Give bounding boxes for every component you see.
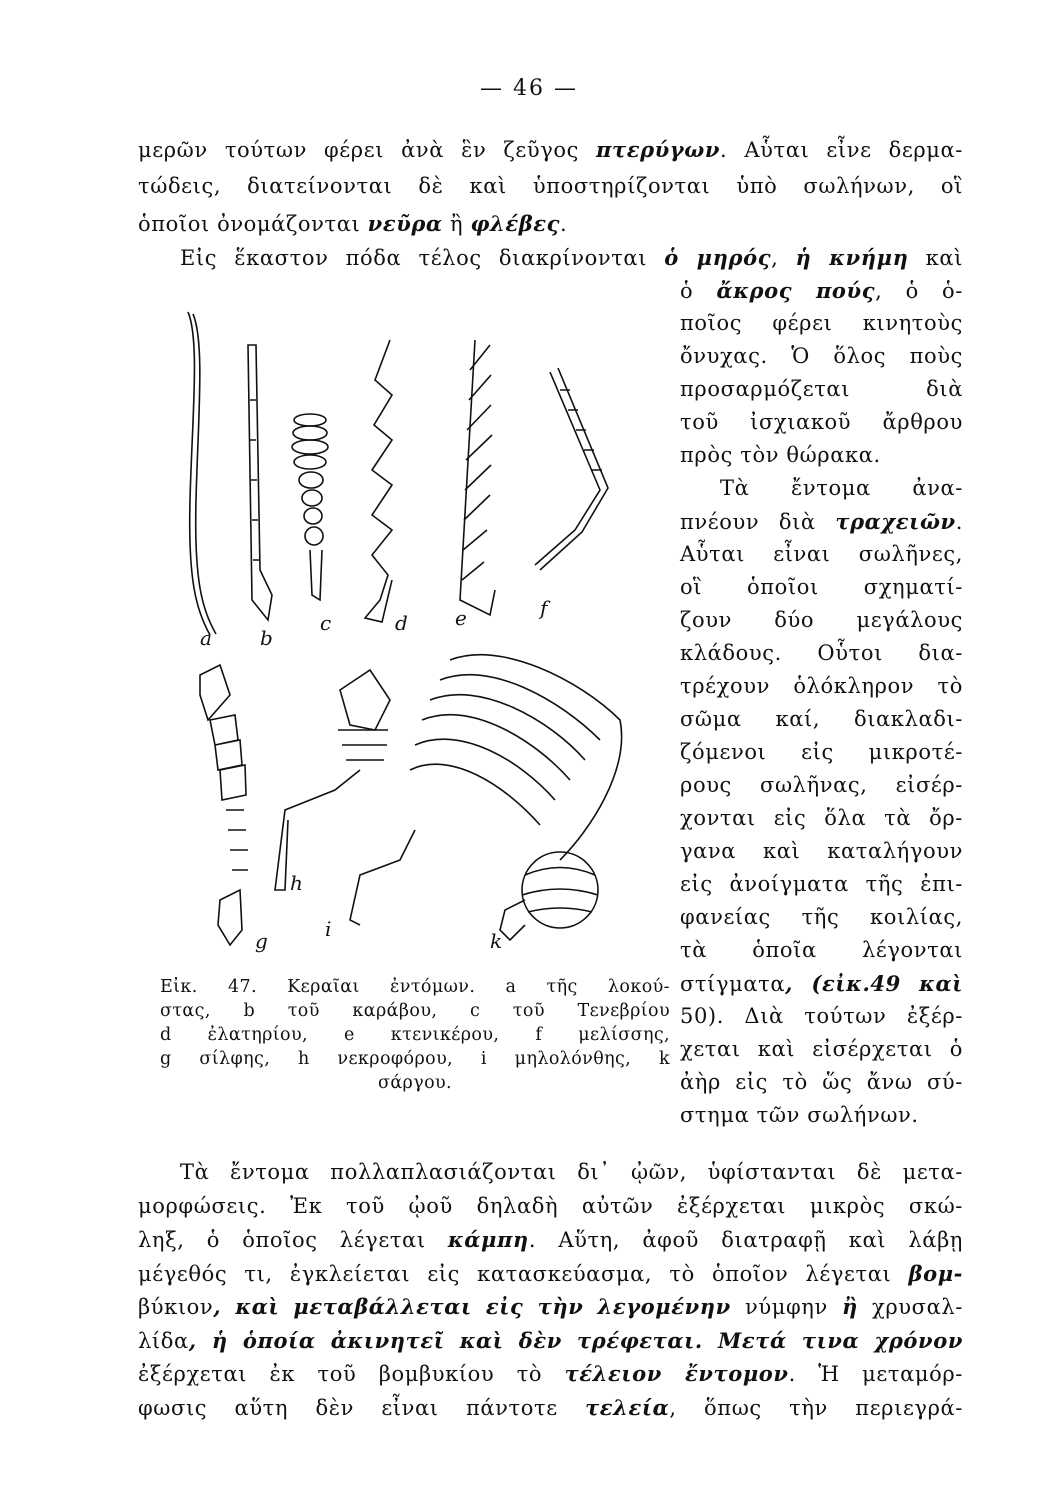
text-run: τώδεις, διατείνονται δὲ καὶ ὑποστηρίζονται ὑπὸ σωλήνων, οἳ: [138, 174, 963, 198]
text-run: . Αὕτη, ἀφοῦ διατραφῇ καὶ λάβῃ: [528, 1228, 963, 1252]
figure-label-k: k: [490, 929, 503, 953]
text-run: ὄνυχας. Ὁ ὅλος ποὺς: [680, 344, 963, 368]
text-line: [680, 806, 963, 830]
text-line: [680, 509, 963, 534]
text-line: [138, 137, 963, 162]
antenna-i-drawing: [350, 655, 622, 925]
figure-label-d: d: [395, 611, 408, 635]
text-line: [680, 938, 963, 962]
caption-line: Εἰκ. 47. Κεραῖαι ἐντόμων. a τῆς λοκού-: [160, 977, 670, 997]
text-line: [680, 674, 963, 698]
text-line: [138, 1261, 963, 1286]
text-line: [138, 1294, 963, 1319]
emphasis-term: ἢ: [827, 1294, 873, 1319]
text-line: [680, 1037, 963, 1061]
text-run: Αὗται εἶναι σωλῆνες,: [680, 542, 963, 566]
antennae-figure: [160, 300, 660, 965]
text-run: ζόμενοι εἰς μικροτέ-: [680, 740, 963, 764]
text-run: ζουν δύο μεγάλους: [680, 608, 963, 632]
text-run: προσαρμόζεται διὰ: [680, 377, 963, 401]
text-run: πνέουν διὰ: [680, 510, 836, 534]
caption-line: σάργου.: [377, 1073, 453, 1093]
text-line: [138, 211, 963, 236]
text-line: [680, 1004, 963, 1028]
text-run: σῶμα καί, διακλαδι-: [680, 707, 963, 731]
antenna-b-drawing: [248, 345, 272, 620]
emphasis-term: τελεία: [585, 1394, 670, 1420]
text-run: ρους σωλῆνας, εἰσέρ-: [680, 773, 963, 797]
text-line: [138, 1328, 963, 1353]
text-run: μέγεθός τι, ἐγκλείεται εἰς κατασκεύασμα, τὸ ὁποῖον λέγεται: [138, 1261, 909, 1286]
text-run: ληξ, ὁ ὁποῖος λέγεται: [138, 1228, 448, 1252]
text-line: [680, 773, 963, 797]
text-run: χεται καὶ εἰσέρχεται ὁ: [680, 1037, 963, 1061]
text-line: [680, 344, 963, 368]
text-line: [680, 707, 963, 731]
text-run: .: [560, 212, 568, 236]
text-run: βύκιον: [138, 1295, 214, 1319]
text-line: [680, 377, 963, 401]
text-run: . Ἡ μεταμόρ-: [788, 1362, 963, 1386]
antenna-h-drawing: [275, 670, 390, 890]
antenna-f-drawing: [535, 368, 608, 570]
page-number: — 46 —: [480, 76, 578, 101]
text-run: Εἰς ἕκαστον πόδα τέλος διακρίνονται: [180, 246, 665, 270]
text-line: [138, 1227, 963, 1252]
text-run: χρυσαλ-: [872, 1295, 963, 1319]
text-run: ποῖος φέρει κινητοὺς: [680, 311, 963, 335]
figure-label-c: c: [320, 611, 332, 635]
text-run: τρέχουν ὁλόκληρον τὸ: [680, 674, 963, 698]
text-run: μορφώσεις. Ἐκ τοῦ ᾠοῦ δηλαδὴ αὐτῶν ἐξέρχεται μικρὸς σκώ-: [138, 1193, 963, 1218]
text-run: .: [955, 510, 963, 534]
emphasis-term: τέλειον ἔντομον: [564, 1361, 789, 1386]
figure-label-e: e: [455, 606, 467, 630]
emphasis-term: νεῦρα: [367, 211, 443, 236]
text-run: κλάδους. Οὗτοι δια-: [680, 641, 963, 665]
text-run: ὁποῖοι ὀνομάζονται: [138, 212, 368, 236]
text-run: , ὅπως τὴν περιεγρά-: [669, 1395, 964, 1420]
text-run: , ὁ ὁ-: [875, 279, 963, 303]
text-run: νύμφην: [745, 1295, 828, 1319]
emphasis-term: πτερύγων: [596, 137, 721, 162]
emphasis-term: βομ-: [908, 1260, 963, 1286]
text-run: μερῶν τούτων φέρει ἀνὰ ἓν ζεῦγος: [138, 138, 596, 162]
figure-label-i: i: [325, 917, 332, 941]
figure-label-g: g: [255, 929, 268, 953]
text-line: [680, 443, 963, 467]
text-run: Τὰ ἔντομα πολλαπλασιάζονται δι᾽ ᾠῶν, ὑφίστανται δὲ μετα-: [180, 1160, 963, 1184]
text-line: [680, 872, 963, 896]
caption-line: d ἐλατηρίου, e κτενικέρου, f μελίσσης,: [160, 1025, 670, 1045]
antenna-g-drawing: [200, 665, 248, 945]
caption-line: στας, b τοῦ καράβου, c τοῦ Τενεβρίου: [160, 1001, 670, 1021]
emphasis-term: ἡ κνήμη: [795, 245, 909, 270]
figure-label-a: a: [200, 626, 212, 650]
text-line: [680, 1103, 963, 1127]
text-run: ἢ: [442, 212, 471, 236]
text-run: ὁ: [680, 279, 717, 303]
text-run: ,: [771, 246, 796, 270]
text-line: [680, 905, 963, 929]
text-run: ἐξέρχεται ἐκ τοῦ βομβυκίου τὸ: [138, 1362, 565, 1386]
text-run: γανα καὶ καταλήγουν: [680, 839, 963, 863]
text-run: χονται εἰς ὅλα τὰ ὄρ-: [680, 806, 963, 830]
caption-line: g σίλφης, h νεκροφόρου, i μηλολόνθης, k: [160, 1049, 670, 1069]
text-run: φανείας τῆς κοιλίας,: [680, 905, 963, 929]
text-line: [138, 174, 963, 198]
text-line: [720, 476, 963, 500]
text-line: [680, 575, 963, 599]
text-line: [680, 1070, 963, 1094]
text-line: [180, 245, 963, 270]
figure-label-f: f: [540, 596, 548, 620]
emphasis-term: , (εἰκ.49 καὶ: [785, 971, 963, 996]
text-run: οἳ ὁποῖοι σχηματί-: [680, 575, 963, 599]
text-run: φωσις αὕτη δὲν εἶναι πάντοτε: [138, 1395, 586, 1420]
text-run: τὰ ὁποῖα λέγονται: [680, 938, 963, 962]
text-run: . Αὗται εἶνε δερμα-: [720, 138, 963, 162]
text-line: [138, 1361, 963, 1386]
text-run: 50). Διὰ τούτων ἐξέρ-: [680, 1004, 963, 1028]
text-run: πρὸς τὸν θώρακα.: [680, 443, 881, 467]
figure-label-b: b: [260, 626, 273, 650]
text-line: [680, 311, 963, 335]
antenna-d-drawing: [365, 340, 392, 622]
text-run: ἀὴρ εἰς τὸ ὥς ἄνω σύ-: [680, 1070, 963, 1094]
text-run: λίδα: [138, 1328, 189, 1353]
emphasis-term: κάμπη: [447, 1227, 529, 1252]
text-run: στίγματα: [680, 972, 786, 996]
text-line: [138, 1194, 963, 1218]
antenna-c-drawing: [292, 414, 328, 600]
emphasis-term: τραχειῶν: [835, 509, 956, 534]
figure-caption: [160, 975, 670, 1095]
emphasis-term: , καὶ μεταβάλλεται εἰς τὴν λεγομένην: [213, 1294, 745, 1319]
text-line: [680, 740, 963, 764]
text-line: [680, 971, 963, 996]
emphasis-term: ἄκρος πούς: [716, 278, 876, 303]
text-run: καὶ: [908, 246, 963, 270]
antenna-e-drawing: [460, 340, 495, 615]
text-line: [680, 542, 963, 566]
text-line: [680, 278, 963, 303]
emphasis-term: , ἡ ὁποία ἀκινητεῖ καὶ δὲν τρέφεται. Μετά τινα χρόνον: [188, 1327, 963, 1353]
emphasis-term: φλέβες: [470, 211, 561, 236]
text-line: [180, 1160, 963, 1184]
text-line: [680, 839, 963, 863]
text-run: τοῦ ἰσχιακοῦ ἄρθρου: [680, 410, 963, 434]
text-line: [138, 1395, 963, 1420]
text-line: [680, 608, 963, 632]
emphasis-term: ὁ μηρός: [664, 245, 772, 270]
text-run: Τὰ ἔντομα ἀνα-: [720, 476, 963, 500]
text-run: στημα τῶν σωλήνων.: [680, 1103, 919, 1127]
text-line: [680, 641, 963, 665]
text-line: [680, 410, 963, 434]
antenna-a-drawing: [188, 312, 216, 635]
figure-label-h: h: [290, 871, 303, 895]
antenna-k-drawing: [500, 852, 598, 940]
text-run: εἰς ἀνοίγματα τῆς ἐπι-: [680, 872, 963, 896]
